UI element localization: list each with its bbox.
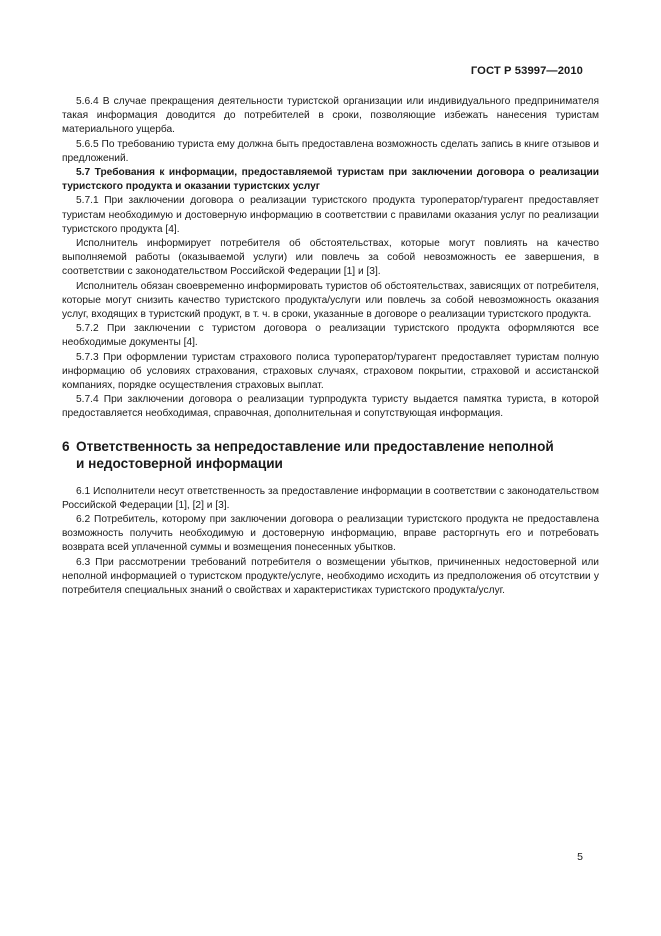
paragraph-contractor-informs: Исполнитель информирует потребителя об обстоятельствах, которые могут повлиять на качество выполняемой работы (оказываемой услуги) или повлечь за собой невозможность ее завершения, в соответствии с законодательством Российской Федерации [1] и [3].: [62, 238, 599, 278]
page-number: 5: [577, 851, 583, 863]
paragraph-5-7-4: 5.7.4 При заключении договора о реализации турпродукта туристу выдается памятка туриста, в которой предоставляется необходимая, справочная, дополнительная и сопутствующая информация.: [62, 394, 599, 420]
paragraph-5-6-4: 5.6.4 В случае прекращения деятельности туристской организации или индивидуального предпринимателя такая информация доводится до потребителей в сроки, позволяющие избежать нанесения туристам материального ущерба.: [62, 96, 599, 136]
paragraph-6-2: 6.2 Потребитель, которому при заключении договора о реализации туристского продукта не предоставлена возможность получить необходимую и достоверную информацию, вправе расторгнуть его и потребовать возврата всей уплаченной суммы и возмещения понесенных убытков.: [62, 514, 599, 554]
document-header: ГОСТ Р 53997—2010: [470, 65, 583, 77]
paragraph-5-7-1: 5.7.1 При заключении договора о реализации туристского продукта туроператор/турагент предоставляет туристам необходимую и достоверную информацию в соответствии с правилами оказания услуг по реализации туристского продукта [4].: [62, 195, 599, 235]
paragraph-5-7-2: 5.7.2 При заключении с туристом договора о реализации туристского продукта оформляются все необходимые документы [4].: [62, 323, 599, 349]
paragraph-6-1: 6.1 Исполнители несут ответственность за предоставление информации в соответствии с законодательством Российской Федерации [1], [2] и [3].: [62, 485, 599, 511]
paragraph-contractor-obliged: Исполнитель обязан своевременно информировать туристов об обстоятельствах, зависящих от потребителя, которые могут снизить качество туристского продукта/услуги или повлечь за собой невозможность оказания услуг, входящих в туристский продукт, в т. ч. в сроки, указанные в договоре о реализации туристского продукта.: [62, 280, 600, 321]
paragraph-6-3: 6.3 При рассмотрении требований потребителя о возмещении убытков, причиненных недостоверной или неполной информацией о туристском продукте/услуге, необходимо исходить из предположения об отсутствии у потребителя специальных знаний о свойствах и характеристиках туристского продукта/услуг.: [62, 556, 599, 597]
paragraph-5-7-3: 5.7.3 При оформлении туристам страхового полиса туроператор/турагент предоставляет туристам полную информацию об условиях страхования, страховых случаях, страховом покрытии, страховой и ассистанской компаниях, порядке осуществления страховых выплат.: [62, 351, 599, 392]
section-number: 6: [62, 438, 70, 454]
section-title-line2: и недостоверной информации: [76, 455, 283, 471]
section-heading-6: [62, 438, 599, 472]
section-title-line1: Ответственность за непредоставление или предоставление неполной: [76, 438, 554, 454]
subsection-heading-5-7: 5.7 Требования к информации, предоставляемой туристам при заключении договора о реализации туристского продукта и оказании туристских услуг: [62, 167, 599, 193]
paragraph-5-6-5: 5.6.5 По требованию туриста ему должна быть предоставлена возможность сделать запись в книге отзывов и предложений.: [62, 138, 599, 164]
document-body: [62, 95, 599, 598]
